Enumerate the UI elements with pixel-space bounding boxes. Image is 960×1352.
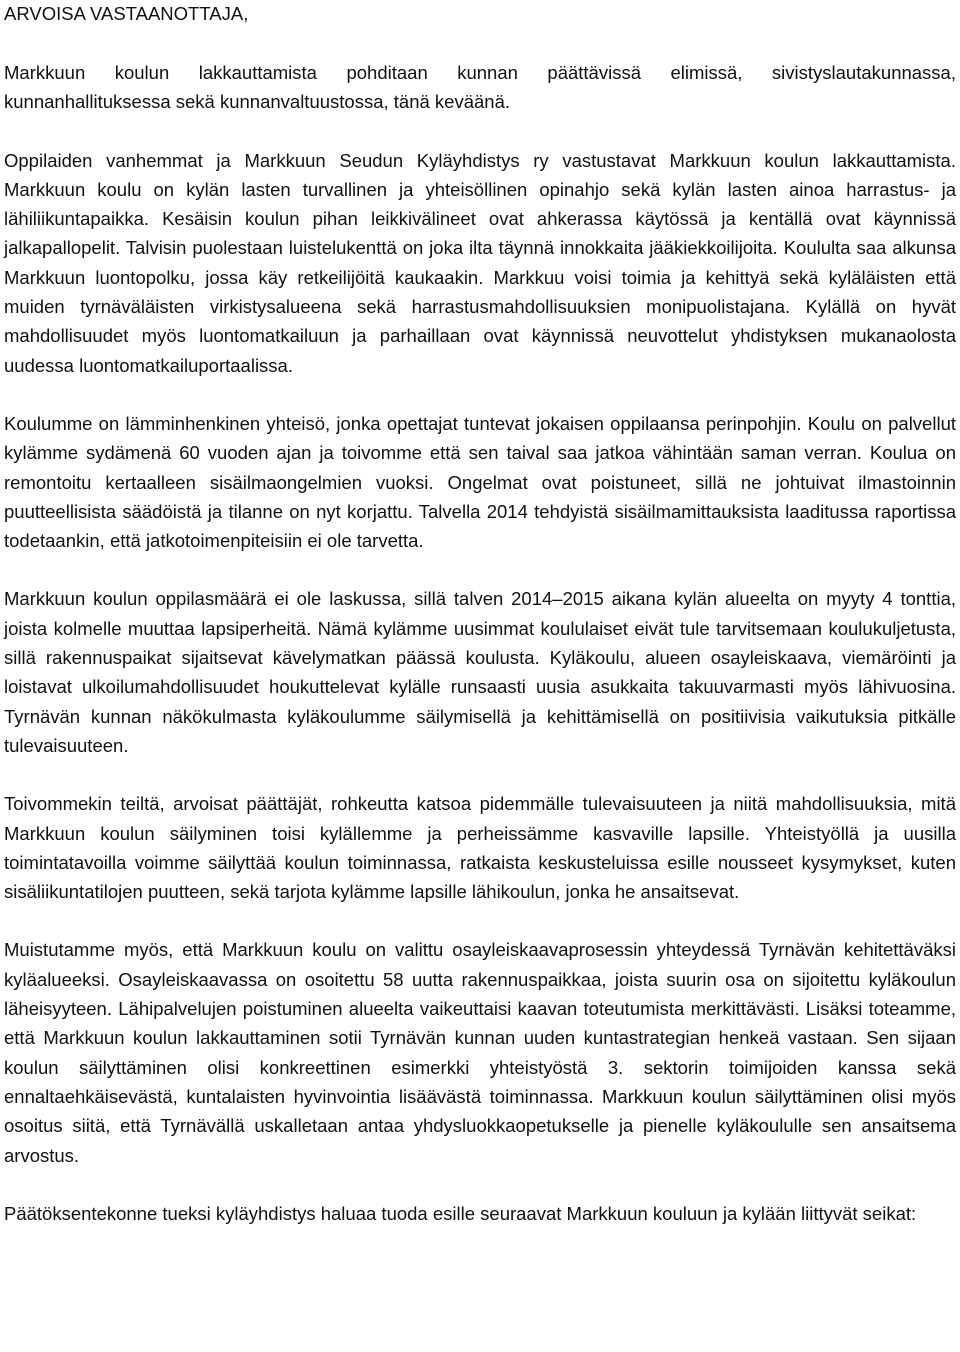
paragraph-zoning: Muistutamme myös, että Markkuun koulu on valittu osayleiskaavaprosessin yhteydessä Tyrnävän kehitettäväksi kyläalueeksi. Osayleiskaavassa on osoitettu 58 uutta rakennuspaikkaa, joista suurin osa on sijoitettu kyläkoulun läheisyyteen. Lähipalvelujen poistuminen alueelta vaikeuttaisi kaavan toteutumista merkittävästi. Lisäksi toteamme, että Markkuun koulun lakkauttaminen sotii Tyrnävän kunnan uuden kuntastrategian henkeä vastaan. Sen sijaan koulun säilyttäminen olisi konkreettinen esimerkki yhteistyöstä 3. sektorin toimijoiden kanssa sekä ennaltaehkäisevästä, kuntalaisten hyvinvointia lisäävästä toiminnassa. Markkuun koulun säilyttäminen olisi myös osoitus siitä, että Tyrnävällä uskalletaan antaa yhdysluokkaopetukselle ja pienelle kyläkoululle sen ansaitsema arvostus. xyxy=(4,939,956,1166)
paragraph-appeal: Toivommekin teiltä, arvoisat päättäjät, rohkeutta katsoa pidemmälle tulevaisuuteen ja niitä mahdollisuuksia, mitä Markkuun koulun säilyminen toisi kylällemme ja perheissämme kasvaville lapsille. Yhteistyöllä ja uusilla toimintatavoilla voimme säilyttää koulun toiminnassa, ratkaista keskusteluissa esille nousseet kysymykset, kuten sisäliikuntatilojen puutteen, sekä tarjota kylämme lapsille lähikoulun, jonka he ansaitsevat. xyxy=(4,793,956,903)
paragraph-opposition: Oppilaiden vanhemmat ja Markkuun Seudun Kyläyhdistys ry vastustavat Markkuun koulun lakkauttamista. Markkuun koulu on kylän lasten turvallinen ja yhteisöllinen opinahjo sekä kylän lasten ainoa harrastus- ja lähiliikuntapaikka. Kesäisin koulun pihan leikkivälineet ovat ahkerassa käytössä ja kentällä ovat käynnissä jalkapallopelit. Talvisin puolestaan luistelukenttä on joka ilta täynnä innokkaita jääkiekkoilijoita. Koululta saa alkunsa Markkuun luontopolku, jossa käy retkeilijöitä kaukaakin. Markkuu voisi toimia ja kehittyä sekä kyläläisten että muiden tyrnäväläisten virkistysalueena sekä harrastusmahdollisuuksien monipuolistajana. Kylällä on hyvät mahdollisuudet myös luontomatkailuun ja parhaillaan ovat käynnissä neuvottelut yhdistyksen mukanaolosta uudessa luontomatkailuportaalissa. xyxy=(4,149,956,376)
paragraph-closing: Päätöksentekonne tueksi kyläyhdistys haluaa tuoda esille seuraavat Markkuun kouluun ja kylään liittyvät seikat: xyxy=(4,1202,917,1224)
paragraph-decision-intro: Markkuun koulun lakkauttamista pohditaan kunnan päättävissä elimissä, sivistyslautakunnassa, kunnanhallituksessa sekä kunnanvaltuustossa, tänä keväänä. xyxy=(4,62,956,113)
salutation: ARVOISA VASTAANOTTAJA, xyxy=(4,3,249,24)
paragraph-community: Koulumme on lämminhenkinen yhteisö, jonka opettajat tuntevat jokaisen oppilaansa perinpohjin. Koulu on palvellut kylämme sydämenä 60 vuoden ajan ja toivomme että sen taival saa jatkoa vähintään saman verran. Koulua on remontoitu kertaalleen sisäilmaongelmien vuoksi. Ongelmat ovat poistuneet, sillä ne johtuivat ilmastoinnin puutteellisista säädöistä ja tilanne on nyt korjattu. Talvella 2014 tehdyistä sisäilmamittauksista laaditussa raportissa todetaankin, että jatkotoimenpiteisiin ei ole tarvetta. xyxy=(4,412,956,552)
letter-page xyxy=(4,0,956,1228)
paragraph-pupil-numbers: Markkuun koulun oppilasmäärä ei ole laskussa, sillä talven 2014–2015 aikana kylän alueelta on myyty 4 tonttia, joista kolmelle muuttaa lapsiperheitä. Nämä kylämme uusimmat koululaiset eivät tule tarvitsemaan koulukuljetusta, sillä rakennuspaikat sijaitsevat kävelymatkan päässä koulusta. Kyläkoulu, alueen osayleiskaava, viemäröinti ja loistavat ulkoilumahdollisuudet houkuttelevat kylälle runsaasti uusia asukkaita takuuvarmasti myös lähivuosina. Tyrnävän kunnan näkökulmasta kyläkoulumme säilymisellä ja kehittämisellä on positiivisia vaikutuksia pitkälle tulevaisuuteen. xyxy=(4,588,956,756)
